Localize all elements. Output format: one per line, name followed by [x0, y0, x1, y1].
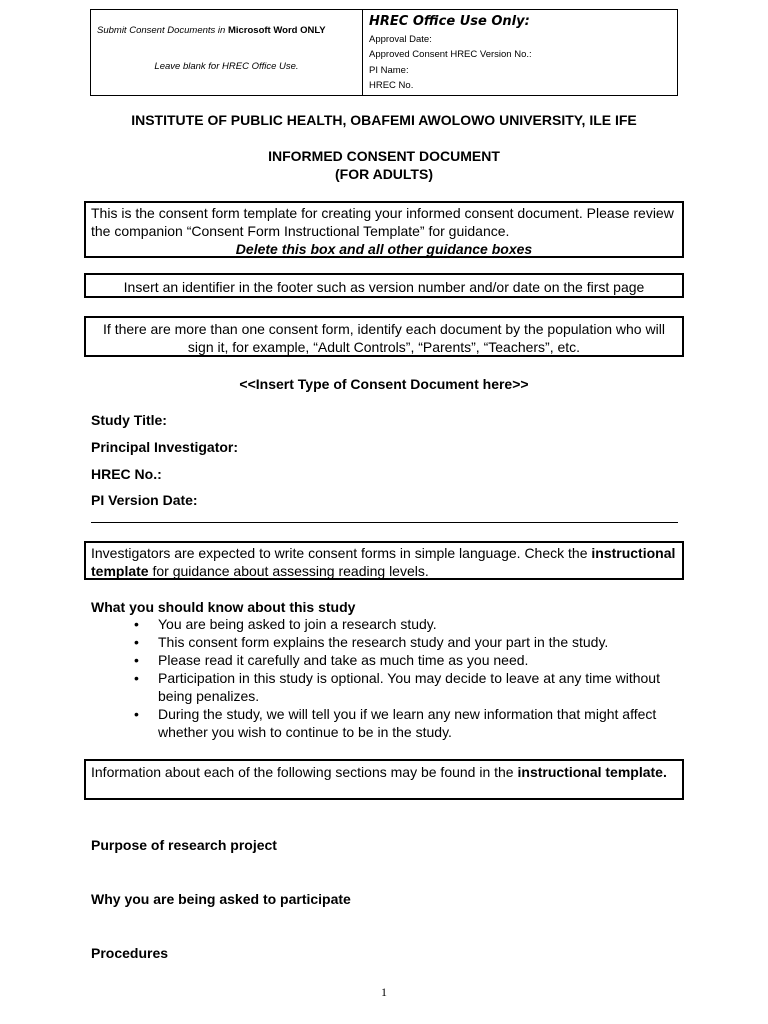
approval-date-label: Approval Date:: [369, 34, 432, 45]
approved-version-label: Approved Consent HREC Version No.:: [369, 49, 532, 60]
document-title: INFORMED CONSENT DOCUMENT: [268, 148, 500, 164]
study-title-field: Study Title:: [91, 412, 167, 428]
hrec-no-field: HREC No.:: [91, 466, 162, 482]
hrec-header-table: [90, 9, 678, 96]
section-why-participate: Why you are being asked to participate: [91, 891, 351, 907]
principal-investigator-field: Principal Investigator:: [91, 439, 239, 455]
guidance-delete-note: Delete this box and all other guidance boxes: [235, 241, 533, 257]
guidance-sections-text: Information about each of the following sections may be found in the instructional template.: [91, 764, 667, 780]
know-heading: What you should know about this study: [91, 599, 356, 615]
section-procedures: Procedures: [91, 945, 169, 961]
list-item: • This consent form explains the research study and your part in the study.: [134, 634, 609, 650]
know-bullet-list: [134, 615, 674, 741]
guidance-template-text: This is the consent form template for creating your informed consent document. Please review the companion “Consent Form Instructional Template” for guidance.: [91, 205, 674, 239]
guidance-population-text: If there are more than one consent form, identify each document by the population who will sign it, for example, “Adult Controls”, “Parents”, “Teachers”, etc.: [103, 321, 665, 355]
guidance-box-identifier: [84, 273, 684, 298]
guidance-box-template: [84, 201, 684, 258]
guidance-language-text: Investigators are expected to write consent forms in simple language. Check the instructional template for guidance about assessing reading levels.: [91, 545, 676, 579]
document-subtitle: (FOR ADULTS): [335, 166, 433, 182]
instructional-template-ref-2: instructional template.: [517, 764, 667, 780]
instructional-template-ref: instructional template: [91, 545, 676, 579]
list-item: • Participation in this study is optional. You may decide to leave at any time without being penalizes.: [134, 670, 660, 704]
pi-version-date-field: PI Version Date:: [91, 492, 198, 508]
pi-name-label: PI Name:: [369, 65, 409, 76]
list-item: • You are being asked to join a research study.: [134, 616, 437, 632]
insert-type-placeholder: <<Insert Type of Consent Document here>>: [239, 376, 529, 392]
hrec-no-label: HREC No.: [369, 80, 414, 91]
guidance-box-language: [84, 541, 684, 580]
page-number: 1: [381, 985, 387, 999]
divider-line: [91, 522, 678, 523]
section-purpose: Purpose of research project: [91, 837, 277, 853]
submission-cell: [91, 10, 363, 95]
submission-format: Microsoft Word ONLY: [227, 25, 326, 36]
office-use-title: HREC Office Use Only:: [369, 14, 530, 29]
institute-heading: INSTITUTE OF PUBLIC HEALTH, OBAFEMI AWOLOWO UNIVERSITY, ILE IFE: [131, 112, 637, 128]
guidance-identifier-text: Insert an identifier in the footer such as version number and/or date on the first page: [123, 279, 645, 295]
submission-note: Submit Consent Documents in Microsoft Word ONLY: [97, 25, 326, 36]
office-use-cell: [363, 10, 677, 95]
leave-blank-note: Leave blank for HREC Office Use.: [154, 61, 299, 72]
guidance-box-sections: [84, 759, 684, 800]
list-item: • During the study, we will tell you if we learn any new information that might affect whether you wish to continue to be in the study.: [134, 706, 657, 740]
list-item: • Please read it carefully and take as much time as you need.: [134, 652, 529, 668]
guidance-box-population: [84, 316, 684, 357]
